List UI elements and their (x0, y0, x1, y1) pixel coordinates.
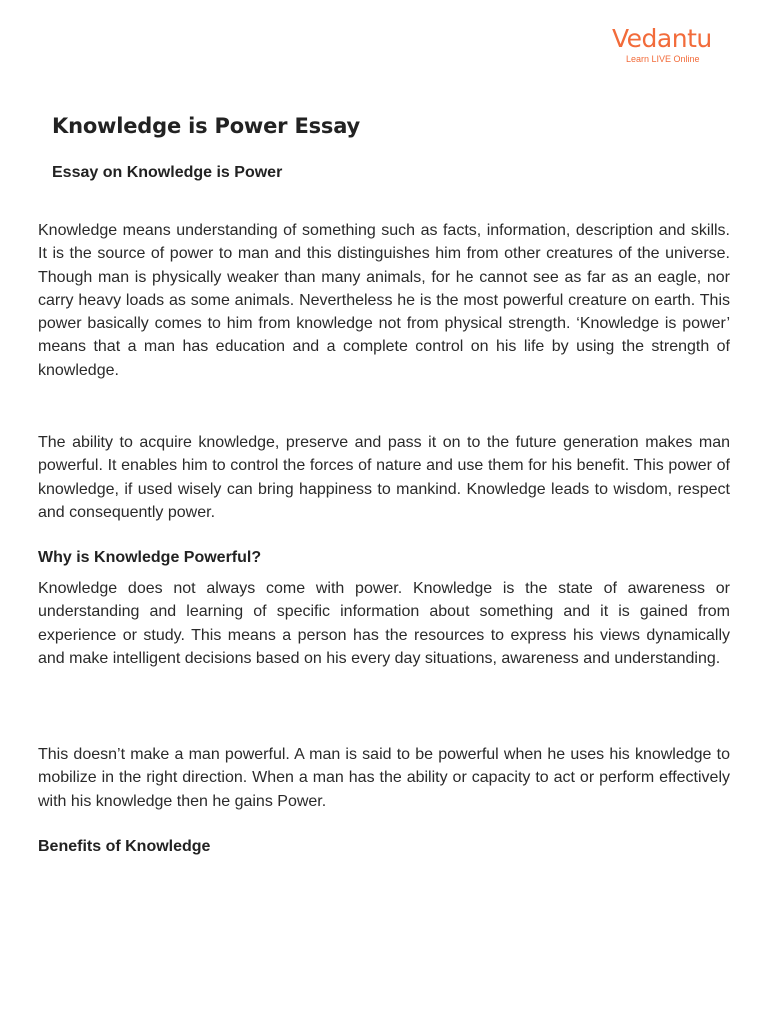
vedantu-logo (612, 24, 712, 72)
paragraph-intro: Knowledge means understanding of something such as facts, information, description and skills. It is the source of power to man and this distinguishes him from other creatures of the universe. Though man is physically weaker than many animals, for he cannot see as far as an eagle, nor carry heavy loads as some animals. Nevertheless he is the most powerful creature on earth. This power basically comes to him from knowledge not from physical strength. ‘Knowledge is power’ means that a man has education and a complete control on his life by using the strength of knowledge. (38, 222, 730, 379)
paragraph-mobilize: This doesn’t make a man powerful. A man is said to be powerful when he uses his knowledge to mobilize in the right direction. When a man has the ability or capacity to act or perform effectively with his knowledge then he gains Power. (38, 746, 730, 810)
paragraph-awareness: Knowledge does not always come with power. Knowledge is the state of awareness or understanding and learning of specific information about something and it is gained from experience or study. This means a person has the resources to express his views dynamically and make intelligent decisions based on his every day situations, awareness and understanding. (38, 580, 730, 667)
paragraph-ability: The ability to acquire knowledge, preserve and pass it on to the future generation makes man powerful. It enables him to control the forces of nature and use them for his benefit. This power of knowledge, if used wisely can bring happiness to mankind. Knowledge leads to wisdom, respect and consequently power. (38, 434, 730, 521)
logo-wordmark: Vedantu (612, 24, 712, 53)
heading-why-knowledge-powerful: Why is Knowledge Powerful? (38, 549, 262, 566)
page-title: Knowledge is Power Essay (52, 114, 361, 138)
essay-subtitle: Essay on Knowledge is Power (52, 164, 283, 181)
logo-tagline: Learn LIVE Online (626, 54, 700, 64)
heading-benefits-of-knowledge: Benefits of Knowledge (38, 838, 211, 855)
